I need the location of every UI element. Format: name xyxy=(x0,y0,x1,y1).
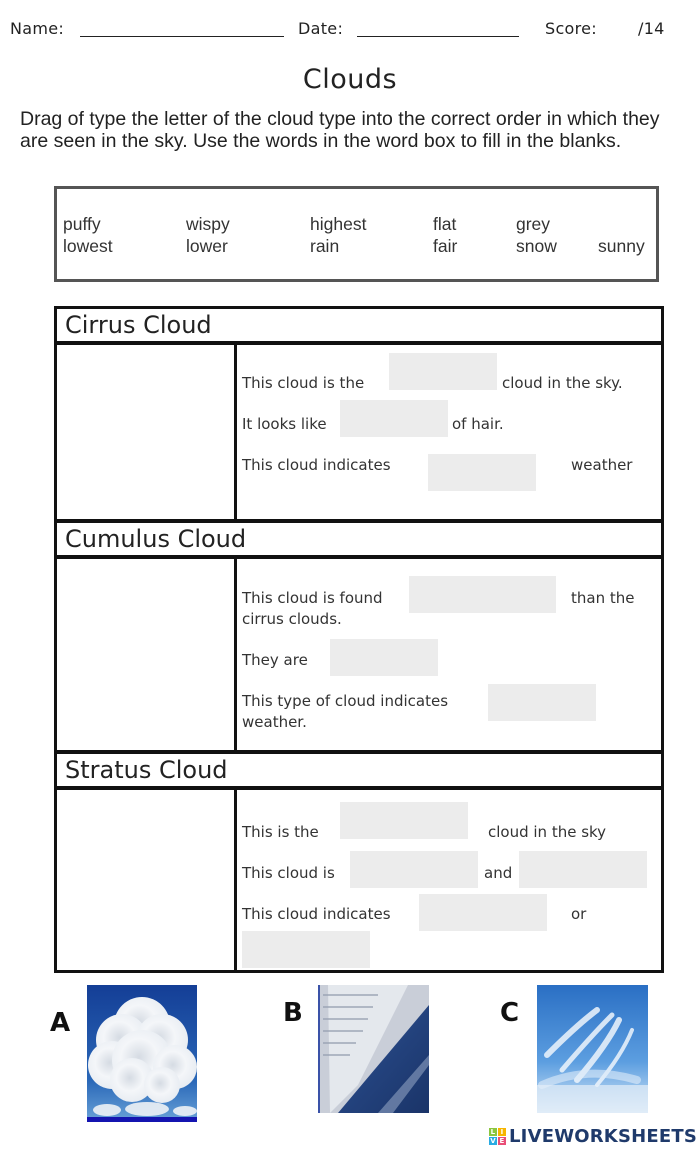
line-text: weather. xyxy=(242,713,307,731)
line-text: or xyxy=(571,905,587,923)
word-sunny: sunny xyxy=(598,236,645,256)
logo-letter: I xyxy=(498,1128,506,1136)
line-text: This cloud is xyxy=(242,864,335,882)
page-title: Clouds xyxy=(302,64,398,95)
line-text: weather xyxy=(571,456,633,474)
blank-input-cumulus-2[interactable] xyxy=(330,639,438,676)
cumulus-cloud-image[interactable] xyxy=(87,985,197,1122)
word-highest: highest xyxy=(310,214,367,234)
image-label-c: C xyxy=(500,998,520,1028)
image-drop-zone-cumulus[interactable] xyxy=(57,559,237,750)
section-title: Stratus Cloud xyxy=(65,756,228,784)
line-text: This cloud is found xyxy=(242,589,383,607)
blank-input-cirrus-2[interactable] xyxy=(340,400,448,437)
word-flat: flat xyxy=(433,214,457,234)
instructions: Drag of type the letter of the cloud type into the correct order in which they are seen in the sky. Use the words in the word box to fill in the blanks. xyxy=(20,108,660,152)
logo-grid-icon xyxy=(489,1128,506,1145)
image-drop-zone-cirrus[interactable] xyxy=(57,345,237,519)
line-text: cirrus clouds. xyxy=(242,610,342,628)
word-grey: grey xyxy=(516,214,551,234)
logo-letter: L xyxy=(490,1128,496,1136)
blank-input-stratus-2[interactable] xyxy=(350,851,478,888)
cirrocumulus-cloud-image[interactable] xyxy=(318,985,429,1113)
score-label: Score: xyxy=(545,19,598,38)
blank-input-stratus-1[interactable] xyxy=(340,802,468,839)
blank-input-stratus-4[interactable] xyxy=(419,894,547,931)
word-rain: rain xyxy=(310,236,340,256)
word-wispy: wispy xyxy=(186,214,230,234)
section-title: Cumulus Cloud xyxy=(65,525,247,553)
cloud-photo-b-icon xyxy=(318,985,429,1113)
blank-input-cirrus-1[interactable] xyxy=(389,353,497,390)
cirrus-cloud-image[interactable] xyxy=(537,985,648,1113)
line-text: This type of cloud indicates xyxy=(242,692,449,710)
word-lowest: lowest xyxy=(63,236,113,256)
date-label: Date: xyxy=(298,19,344,38)
name-label: Name: xyxy=(10,19,65,38)
line-text: It looks like xyxy=(242,415,327,433)
word-snow: snow xyxy=(516,236,557,256)
blank-input-cirrus-3[interactable] xyxy=(428,454,536,491)
blank-input-stratus-3[interactable] xyxy=(519,851,647,888)
line-text: and xyxy=(484,864,513,882)
line-text: cloud in the sky. xyxy=(502,374,623,392)
image-label-b: B xyxy=(283,998,303,1028)
line-text: than the xyxy=(571,589,635,607)
logo-letter: E xyxy=(499,1137,505,1145)
date-field[interactable] xyxy=(357,36,519,37)
name-field[interactable] xyxy=(80,36,284,37)
section-title: Cirrus Cloud xyxy=(65,311,212,339)
section-header-cumulus xyxy=(54,520,664,558)
line-text: cloud in the sky xyxy=(488,823,607,841)
cloud-photo-c-icon xyxy=(537,985,648,1113)
blank-input-stratus-5[interactable] xyxy=(242,931,370,968)
word-lower: lower xyxy=(186,236,228,256)
liveworksheets-logo xyxy=(489,1126,697,1147)
blank-input-cumulus-3[interactable] xyxy=(488,684,596,721)
blank-input-cumulus-1[interactable] xyxy=(409,576,556,613)
word-puffy: puffy xyxy=(63,214,101,234)
line-text: This cloud indicates xyxy=(242,456,391,474)
image-drop-zone-stratus[interactable] xyxy=(57,790,237,970)
image-label-a: A xyxy=(50,1008,71,1038)
line-text: This is the xyxy=(242,823,319,841)
logo-letter: V xyxy=(490,1137,496,1145)
score-total: /14 xyxy=(638,19,665,38)
section-header-cirrus xyxy=(54,306,664,344)
section-header-stratus xyxy=(54,751,664,789)
word-fair: fair xyxy=(433,236,458,256)
cloud-photo-a-icon xyxy=(87,985,197,1122)
line-text: They are xyxy=(242,651,308,669)
line-text: This cloud is the xyxy=(242,374,365,392)
logo-text: LIVEWORKSHEETS xyxy=(509,1126,698,1147)
line-text: This cloud indicates xyxy=(242,905,391,923)
line-text: of hair. xyxy=(452,415,504,433)
